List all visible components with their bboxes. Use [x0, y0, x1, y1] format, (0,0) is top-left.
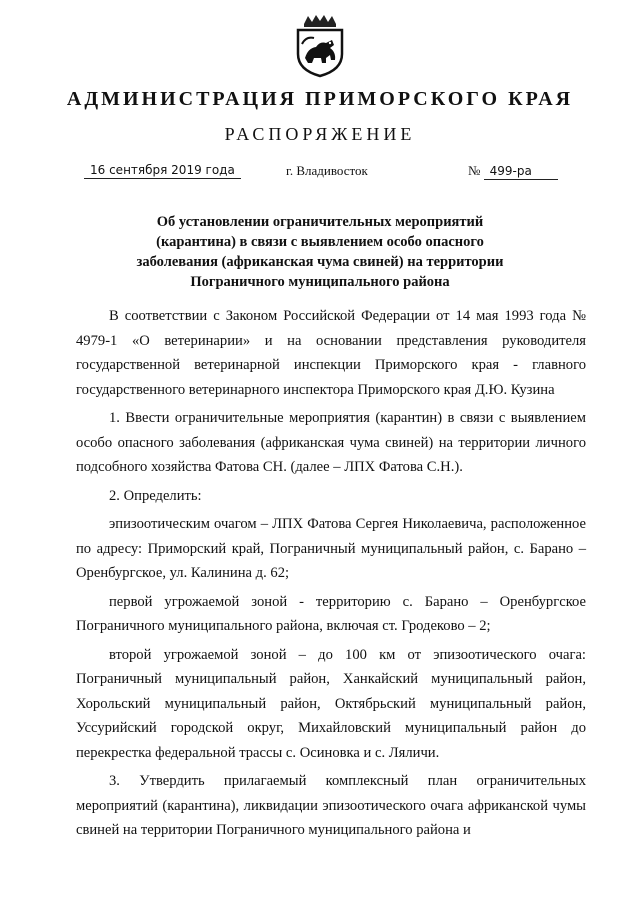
- title-line: заболевания (африканская чума свиней) на территории: [136, 254, 504, 270]
- number-value: 499-ра: [484, 164, 558, 180]
- second-zone-paragraph: второй угрожаемой зоной – до 100 км от эпизоотического очага: Пограничный муниципальный район, Ханкайский муниципальный район, Хорольский муниципальный район, Октябрьский муниципальный район, Уссурийский городской округ, Михайловский муниципальный район до перекрестка федеральной трассы с. Осиновка и с. Ляличи.: [76, 646, 586, 761]
- document-number: [468, 163, 558, 179]
- document-title: [90, 212, 550, 292]
- item-3-paragraph: 3. Утвердить прилагаемый комплексный план ограничительных мероприятий (карантина), ликвидации эпизоотического очага африканской чумы свиней на территории Пограничного муниципального района и: [76, 773, 586, 838]
- document-type: РАСПОРЯЖЕНИЕ: [224, 124, 416, 144]
- organization-name: АДМИНИСТРАЦИЯ ПРИМОРСКОГО КРАЯ: [66, 88, 574, 110]
- coat-of-arms-icon: [290, 14, 350, 78]
- item-1-paragraph: 1. Ввести ограничительные мероприятия (карантин) в связи с выявлением особо опасного заболевания (африканская чума свиней) на территории личного подсобного хозяйства Фатова СН. (далее – ЛПХ Фатова С.Н.).: [76, 410, 586, 475]
- outbreak-focus-paragraph: эпизоотическим очагом – ЛПХ Фатова Сергея Николаевича, расположенное по адресу: Приморский край, Пограничный муниципальный район, с. Барано – Оренбургское, ул. Калинина д. 62;: [76, 516, 586, 581]
- title-line: Пограничного муниципального района: [190, 274, 450, 290]
- document-body: [76, 304, 586, 847]
- document-date: [84, 163, 241, 177]
- document-city: г. Владивосток: [286, 163, 368, 178]
- item-2-heading: 2. Определить:: [109, 487, 202, 504]
- title-line: (карантина) в связи с выявлением особо опасного: [156, 234, 484, 250]
- first-zone-paragraph: первой угрожаемой зоной - территорию с. Барано – Оренбургское Пограничного муниципального района, включая ст. Гродеково – 2;: [76, 593, 586, 634]
- number-prefix: №: [468, 163, 481, 178]
- date-value: 16 сентября 2019 года: [84, 163, 241, 179]
- title-line: Об установлении ограничительных мероприятий: [156, 214, 484, 230]
- preamble-paragraph: В соответствии с Законом Российской Федерации от 14 мая 1993 года № 4979-1 «О ветеринарии» и на основании представления руководителя государственной ветеринарной инспекции Приморского края - главного государственного ветеринарного инспектора Приморского края Д.Ю. Кузина: [76, 308, 586, 398]
